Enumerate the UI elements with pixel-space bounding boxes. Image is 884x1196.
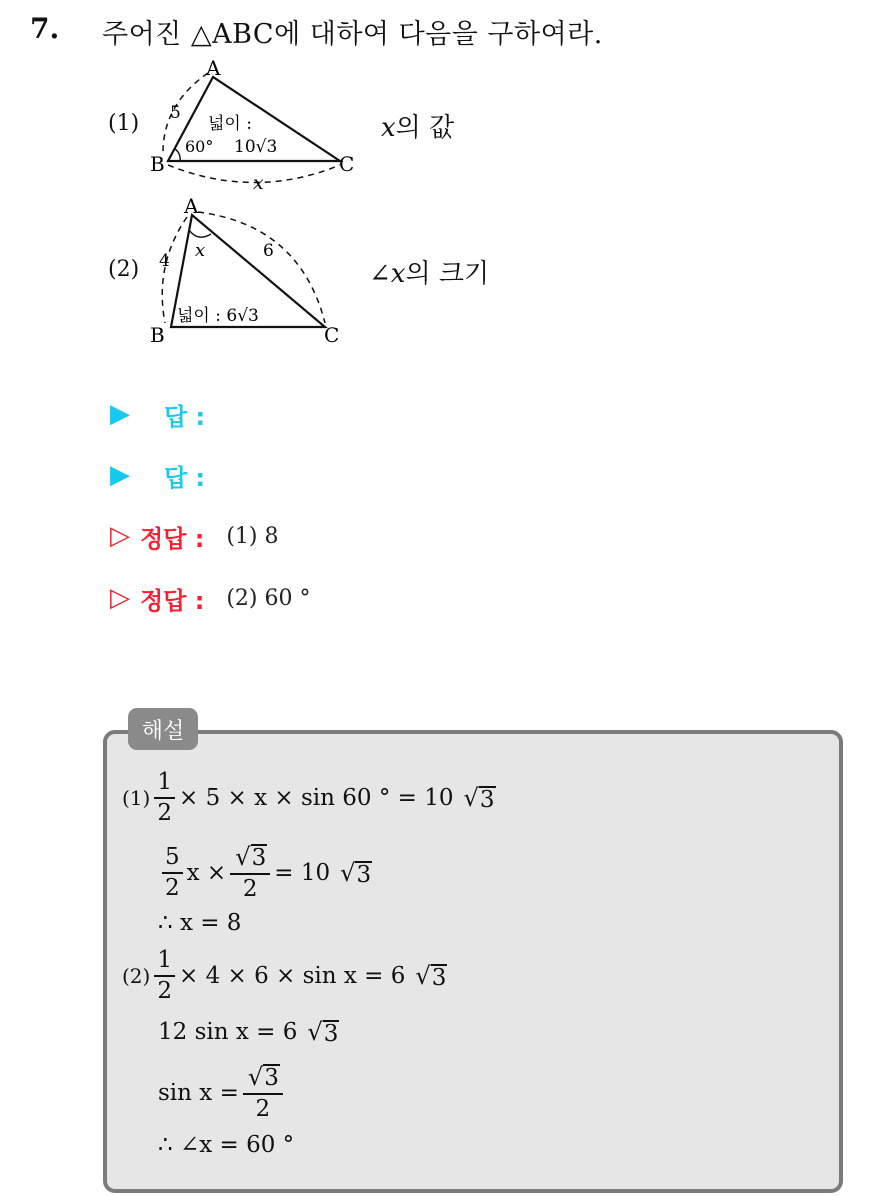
solution-line-5: [158, 1018, 339, 1046]
question-text: 주어진 △ABC에 대하여 다음을 구하여라.: [102, 19, 603, 50]
problem-2-ask-text: 의 크기: [405, 259, 490, 289]
solution-line-1: [122, 770, 496, 827]
correct-row-2: [110, 580, 310, 616]
answer-label-1: 답 :: [164, 402, 206, 431]
triangle-figure-1: [140, 55, 370, 195]
side-ab-2: 4: [159, 251, 170, 271]
expression: x ×: [186, 860, 227, 887]
fraction: √ 3 2: [230, 844, 270, 903]
vertex-a-1: A: [206, 56, 221, 80]
problem-1-label: (1): [108, 111, 140, 136]
problem-1-ask: [381, 107, 454, 144]
solution-label-2: (2): [122, 964, 151, 989]
problem-1-var: x: [381, 113, 396, 143]
side-ac-2: 6: [263, 241, 274, 261]
correct-label-2: 정답 :: [140, 586, 205, 615]
vertex-a-2: A: [184, 194, 199, 218]
expression: × 4 × 6 × sin x = 6: [178, 963, 406, 990]
solution-line-6: [158, 1064, 287, 1123]
expression: = 10: [274, 860, 331, 887]
expression: × 5 × x × sin 60 ° = 10: [178, 785, 454, 812]
problem-2-var: ∠x: [369, 259, 406, 289]
vertex-c-1: C: [339, 152, 355, 176]
fraction: $\frac{1}{2}$: [154, 770, 175, 827]
sqrt: √ 3: [463, 784, 495, 814]
area-label-2: 넓이 : 6√3: [177, 306, 259, 326]
problem-1-ask-text: 의 값: [395, 113, 455, 143]
solution-line-2: [158, 844, 372, 903]
answer-row-1: [110, 396, 205, 432]
triangle-figure-2: [140, 190, 360, 350]
expression: 12 sin x = 6: [158, 1019, 298, 1045]
area-value-1: 10√3: [234, 137, 278, 157]
correct-value-1: (1) 8: [226, 523, 279, 549]
area-label-1: 넓이 :: [208, 114, 252, 134]
outline-triangle-icon: ▷: [110, 583, 130, 613]
expression: sin x =: [158, 1080, 239, 1107]
fraction: $\frac{5}{2}$: [162, 845, 183, 902]
angle-b-1: 60°: [185, 137, 214, 156]
question-number: 7.: [30, 12, 60, 45]
angle-arc-b-1: [175, 149, 180, 161]
sqrt: √ 3: [415, 962, 447, 992]
solution-line-3: [158, 910, 241, 936]
expression: ∴ ∠x = 60 °: [158, 1132, 295, 1158]
side-bc-1: x: [253, 172, 264, 194]
answer-row-2: [110, 457, 205, 493]
outline-triangle-icon: ▷: [110, 521, 130, 551]
sqrt: √ 3: [307, 1018, 339, 1047]
vertex-b-2: B: [150, 323, 165, 347]
play-icon: ▶: [110, 460, 130, 490]
correct-value-2: (2) 60 °: [226, 585, 311, 611]
sqrt: √ 3: [340, 859, 372, 889]
correct-row-1: [110, 518, 278, 554]
answer-label-2: 답 :: [164, 463, 206, 492]
angle-arc-a-2: [189, 230, 211, 237]
problem-2-ask: [369, 253, 489, 290]
fraction: $\frac{1}{2}$: [154, 948, 175, 1005]
side-ab-1: 5: [170, 103, 181, 123]
play-icon: ▶: [110, 399, 130, 429]
solution-tag: 해설: [128, 708, 198, 750]
solution-line-7: [158, 1132, 294, 1158]
vertex-b-1: B: [150, 152, 165, 176]
problem-2-label: (2): [108, 257, 140, 282]
solution-label-1: (1): [122, 786, 151, 811]
fraction: √ 3 2: [243, 1064, 283, 1123]
vertex-c-2: C: [324, 323, 340, 347]
angle-a-2: x: [195, 240, 206, 261]
solution-line-4: [122, 948, 447, 1005]
expression: ∴ x = 8: [158, 910, 242, 936]
correct-label-1: 정답 :: [140, 524, 205, 553]
